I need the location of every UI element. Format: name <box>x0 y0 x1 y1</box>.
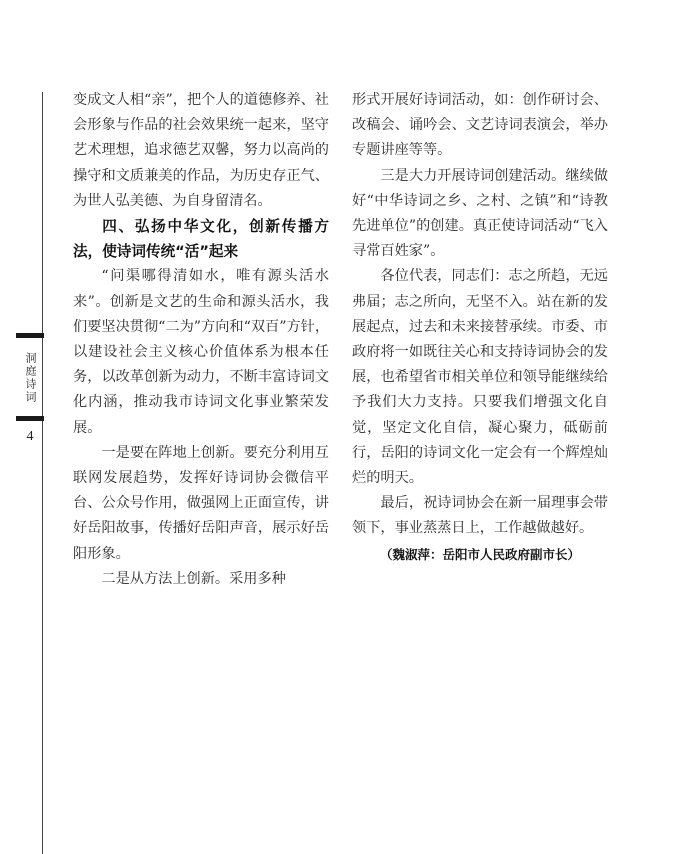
paragraph: “问渠哪得清如水，唯有源头活水来”。创新是文艺的生命和源头活水，我们要坚决贯彻“二为”方向和“双百”方针，以建设社会主义核心价值体系为根本任务，以改革创新为动力，不断丰富诗词文化内涵，推动我市诗词文化事业繁荣发展。 <box>73 268 330 436</box>
paragraph: 形式开展好诗词活动，如：创作研讨会、改稿会、诵吟会、文艺诗词表演会，举办专题讲座等等。 <box>352 92 608 159</box>
section-heading: 四、弘扬中华文化，创新传播方法，使诗词传统“活”起来 <box>73 218 329 261</box>
right-text-column <box>352 88 608 567</box>
journal-side-tab <box>16 333 44 445</box>
paragraph: 变成文人相“亲”，把个人的道德修养、社会形象与作品的社会效果统一起来，坚守艺术理想，追求德艺双馨，努力以高尚的操守和文质兼美的作品，为历史存正气、为世人弘美德、为自身留清名。 <box>73 92 329 209</box>
side-tab-bottom-bar <box>16 416 44 421</box>
page-number: 4 <box>26 429 34 444</box>
paragraph: 二是从方法上创新。采用多种 <box>101 570 286 587</box>
author-signature: （魏淑萍：岳阳市人民政府副市长） <box>379 546 580 562</box>
journal-title: 洞庭诗词 <box>24 352 37 404</box>
left-text-column <box>73 88 329 592</box>
paragraph: 各位代表，同志们：志之所趋，无远弗届；志之所向，无坚不入。站在新的发展起点，过去和未来接替承续。市委、市政府将一如既往关心和支持诗词协会的发展，也希望省市相关单位和领导能继续给予我们大力支持。只要我们增强文化自觉，坚定文化自信，凝心聚力，砥砺前行，岳阳的诗词文化一定会有一个辉煌灿烂的明天。 <box>352 268 608 487</box>
left-margin-rule <box>42 92 43 854</box>
paragraph: 最后，祝诗词协会在新一届理事会带领下，事业蒸蒸日上，工作越做越好。 <box>352 495 608 537</box>
paragraph: 三是大力开展诗词创建活动。继续做好“中华诗词之乡、之村、之镇”和“诗教先进单位”的创建。真正使诗词活动“飞入寻常百姓家”。 <box>352 167 608 260</box>
paragraph: 一是要在阵地上创新。要充分利用互联网发展趋势，发挥好诗词协会微信平台、公众号作用，做强网上正面宣传，讲好岳阳故事，传播好岳阳声音，展示好岳阳形象。 <box>73 444 329 562</box>
